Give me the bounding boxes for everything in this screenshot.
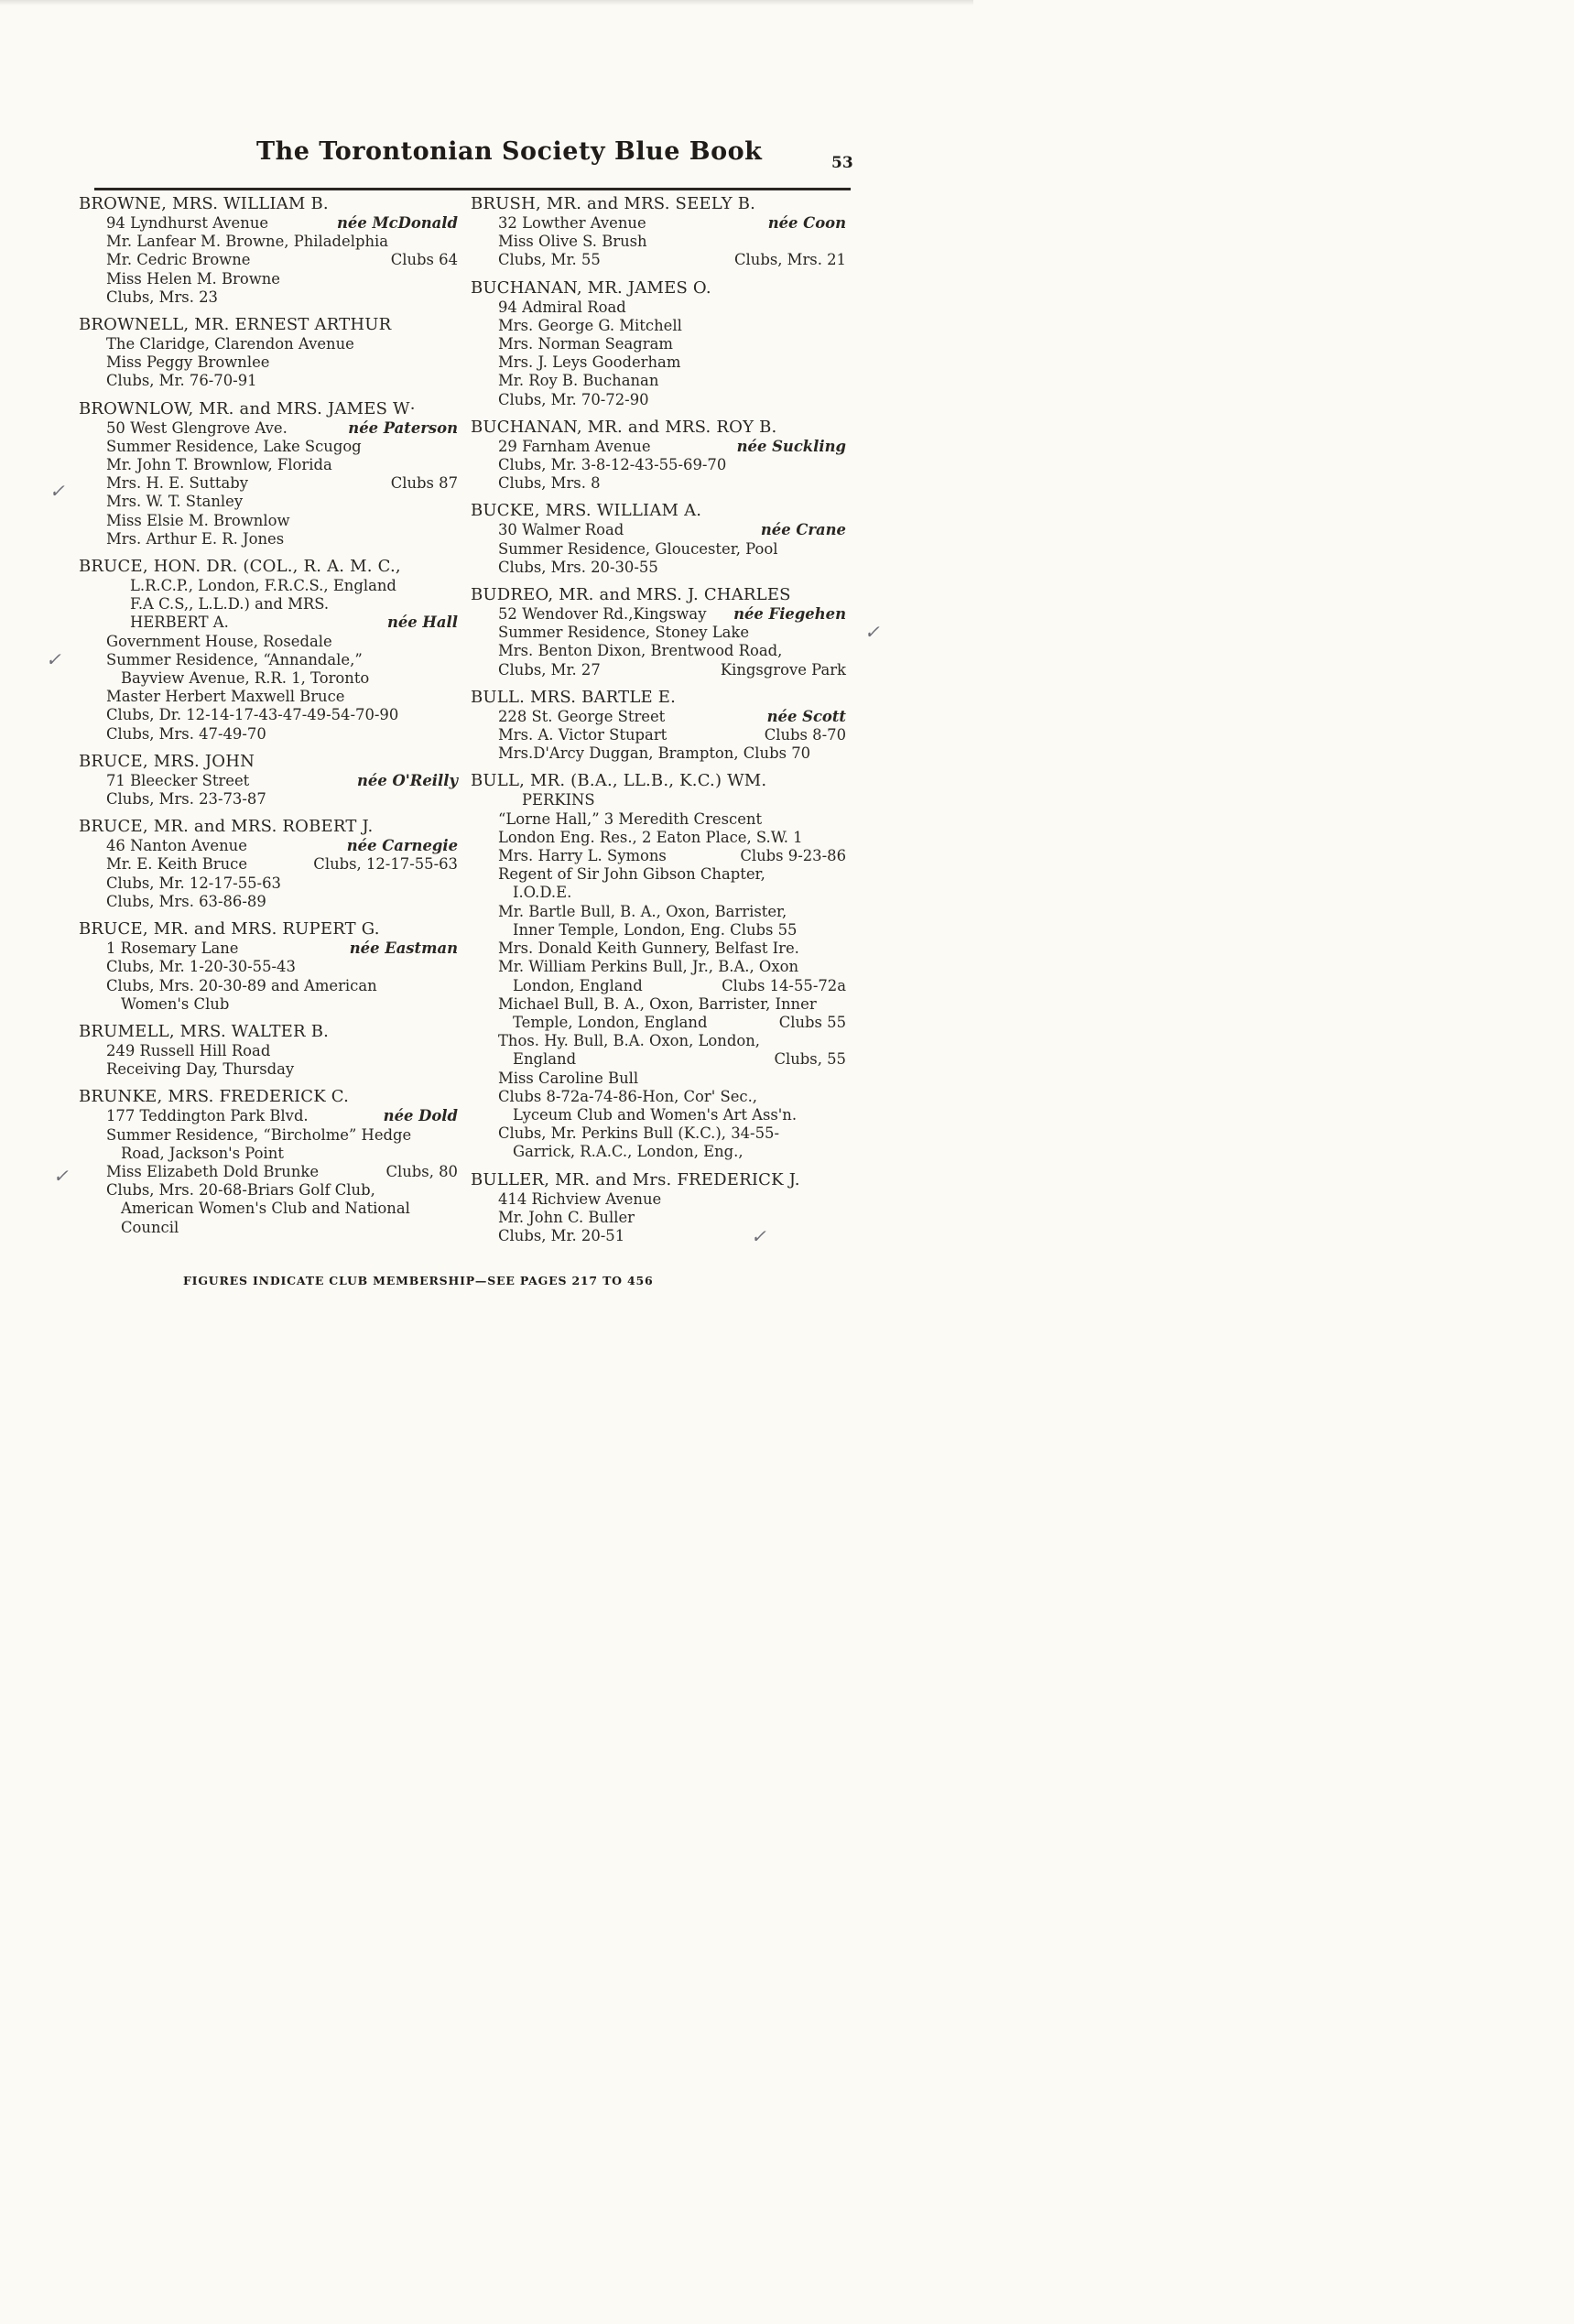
entry-line-text: Miss Helen M. Browne [106, 269, 280, 288]
entry-line-text: 71 Bleecker Street [106, 771, 250, 789]
entry-line-text: The Claridge, Clarendon Avenue [106, 335, 354, 353]
entry-heading: BULLER, MR. and Mrs. FREDERICK J. [471, 1169, 800, 1189]
entry-line [79, 1042, 458, 1060]
entry-line [79, 1163, 458, 1181]
entry-line-text: Miss Elsie M. Brownlow [106, 511, 290, 529]
margin-check-mark: ✓ [46, 648, 61, 670]
directory-entry [471, 418, 846, 494]
entry-line-text: Clubs 8-72a-74-86-Hon, Cor' Sec., [498, 1087, 758, 1105]
entry-line-aside: Clubs 8-70 [764, 726, 846, 744]
maiden-name: née O'Reilly [356, 771, 458, 789]
entry-line-text: Clubs, Mrs. 23-73-87 [106, 790, 266, 809]
entry-line-text: London Eng. Res., 2 Eaton Place, S.W. 1 [498, 828, 803, 846]
entry-line [79, 438, 458, 456]
entry-line-text: Mrs. Benton Dixon, Brentwood Road, [498, 642, 783, 660]
maiden-name: née Hall [386, 614, 458, 632]
entry-heading: BRUSH, MR. and MRS. SEELY B. [471, 194, 756, 213]
entry-line-text: Thos. Hy. Bull, B.A. Oxon, London, [498, 1032, 760, 1050]
entry-line-text: Michael Bull, B. A., Oxon, Barrister, Inner [498, 994, 817, 1013]
entry-line-text: “Lorne Hall,” 3 Meredith Crescent [498, 809, 763, 828]
entry-line [79, 456, 458, 474]
entry-line [471, 958, 846, 976]
entry-line [471, 372, 846, 390]
directory-entry [79, 315, 458, 391]
entry-line [79, 577, 458, 595]
margin-check-mark: ✓ [49, 480, 65, 502]
entry-line-text: Summer Residence, “Bircholme” Hedge [106, 1125, 412, 1144]
entry-line-text: Mrs. George G. Mitchell [498, 316, 682, 334]
entry-line [471, 1050, 846, 1069]
entry-line [471, 1143, 846, 1161]
entry-line [471, 521, 846, 539]
entry-line-text: Miss Elizabeth Dold Brunke [106, 1162, 320, 1180]
entry-heading: BUCKE, MRS. WILLIAM A. [471, 501, 702, 521]
directory-entry [471, 688, 846, 764]
entry-line-text: Summer Residence, “Annandale,” [106, 650, 363, 668]
entry-line [471, 661, 846, 679]
entry-line-text: Mr. Roy B. Buchanan [498, 372, 659, 390]
entry-line-text: Mrs. Donald Keith Gunnery, Belfast Ire. [498, 939, 799, 958]
entry-line-text: Master Herbert Maxwell Bruce [106, 688, 345, 706]
entry-line-text: Lyceum Club and Women's Art Ass'n. [513, 1105, 798, 1124]
entry-line [79, 893, 458, 911]
entry-line-aside: Clubs, 55 [774, 1050, 846, 1069]
entry-line-text: I.O.D.E. [513, 884, 572, 902]
entry-line-text: 177 Teddington Park Blvd. [106, 1107, 309, 1125]
entry-line [471, 708, 846, 726]
entry-line-text: HERBERT A. [130, 614, 229, 632]
entry-line-text: 30 Walmer Road [498, 521, 624, 539]
entry-line-aside: Clubs 9-23-86 [740, 847, 846, 865]
entry-heading: BUDREO, MR. and MRS. J. CHARLES [471, 585, 791, 605]
entry-line-text: Women's Club [121, 994, 230, 1013]
entry-line [79, 493, 458, 511]
entry-line-text: 94 Lyndhurst Avenue [106, 214, 269, 232]
entry-line-text: Council [121, 1218, 179, 1236]
directory-entry [471, 771, 846, 1161]
entry-line [471, 474, 846, 493]
entry-line-text: Inner Temple, London, Eng. Clubs 55 [513, 920, 798, 939]
entry-line [79, 977, 458, 995]
directory-entry [79, 752, 458, 809]
entry-line-text: 414 Richview Avenue [498, 1189, 662, 1208]
entry-heading: BROWNE, MRS. WILLIAM B. [79, 194, 329, 213]
entry-line-text: Clubs, Mr. Perkins Bull (K.C.), 34-55- [498, 1124, 779, 1143]
entry-line-text: Mr. John C. Buller [498, 1208, 635, 1226]
entry-line-text: 52 Wendover Rd.,Kingsway [498, 605, 707, 624]
entry-line [79, 335, 458, 353]
entry-line [471, 847, 846, 865]
entry-line [79, 1126, 458, 1145]
entry-line [79, 725, 458, 744]
entry-line-text: Mr. Lanfear M. Browne, Philadelphia [106, 233, 389, 251]
entry-line [79, 419, 458, 438]
entry-line [471, 744, 846, 763]
entry-line [471, 624, 846, 642]
entry-line [471, 1032, 846, 1050]
entry-line [79, 651, 458, 669]
directory-entry [471, 585, 846, 679]
entry-line [471, 1106, 846, 1124]
entry-line-text: Clubs, Mr. 12-17-55-63 [106, 874, 281, 892]
entry-line-text: Mrs. Norman Seagram [498, 335, 673, 353]
entry-line [471, 1124, 846, 1143]
entry-line-aside: Clubs, 12-17-55-63 [313, 855, 458, 874]
directory-entry [471, 1170, 846, 1246]
entry-line-text: Clubs, Dr. 12-14-17-43-47-49-54-70-90 [106, 706, 399, 724]
entry-line [471, 1209, 846, 1227]
entry-line [471, 1070, 846, 1088]
entry-line-aside: Kingsgrove Park [720, 660, 846, 679]
entry-line-text: Mr. Cedric Browne [106, 251, 251, 269]
entry-line [471, 865, 846, 884]
entry-line-text: 228 St. George Street [498, 707, 666, 725]
entry-line [79, 958, 458, 976]
entry-line [471, 1190, 846, 1209]
entry-line-aside: Clubs 87 [390, 474, 458, 493]
entry-line-text: England [513, 1050, 577, 1069]
entry-line-text: Mrs. A. Victor Stupart [498, 726, 668, 744]
entry-line [79, 233, 458, 251]
entry-line [79, 1181, 458, 1200]
entry-line-text: 249 Russell Hill Road [106, 1041, 271, 1059]
entry-line-aside: Clubs 14-55-72a [722, 976, 846, 994]
entry-line [471, 233, 846, 251]
entry-line [471, 456, 846, 474]
maiden-name: née Eastman [349, 939, 458, 958]
entry-line [79, 251, 458, 269]
directory-entry [471, 501, 846, 577]
margin-check-mark: ✓ [864, 621, 880, 643]
entry-line [471, 251, 846, 269]
entry-line [79, 214, 458, 233]
left-column [79, 194, 458, 1245]
entry-line-text: Clubs, Mrs. 47-49-70 [106, 724, 266, 743]
entry-line [79, 288, 458, 307]
maiden-name: née Coon [767, 214, 846, 232]
maiden-name: née Carnegie [346, 837, 458, 855]
entry-heading: BRUMELL, MRS. WALTER B. [79, 1021, 330, 1041]
entry-line [471, 829, 846, 847]
entry-line-text: Clubs, Mrs. 20-30-55 [498, 558, 658, 576]
entry-line [79, 372, 458, 390]
entry-line [471, 438, 846, 456]
entry-line [79, 353, 458, 372]
entry-line-text: Mrs. Arthur E. R. Jones [106, 529, 285, 548]
directory-entry [79, 919, 458, 1014]
maiden-name: née Scott [766, 707, 846, 725]
maiden-name: née Paterson [348, 418, 458, 437]
entry-line [79, 1200, 458, 1218]
entry-line-text: Clubs, Mr. 1-20-30-55-43 [106, 958, 296, 976]
entry-line-text: Mrs. J. Leys Gooderham [498, 353, 681, 372]
entry-line [79, 1060, 458, 1079]
margin-check-mark: ✓ [751, 1225, 766, 1247]
entry-line [471, 605, 846, 624]
entry-heading: BRUNKE, MRS. FREDERICK C. [79, 1087, 350, 1107]
page-number: 53 [831, 154, 853, 172]
entry-line-text: 1 Rosemary Lane [106, 939, 239, 958]
entry-heading: BULL. MRS. BARTLE E. [471, 687, 677, 707]
entry-line [471, 810, 846, 829]
entry-line-text: Mr. John T. Brownlow, Florida [106, 456, 332, 474]
entry-line [79, 595, 458, 614]
entry-line [79, 706, 458, 724]
directory-entry [79, 557, 458, 744]
entry-line [471, 299, 846, 317]
maiden-name: née Crane [760, 521, 846, 539]
entry-line [79, 614, 458, 632]
entry-line-text: Regent of Sir John Gibson Chapter, [498, 865, 765, 884]
entry-line-text: Clubs, Mrs. 63-86-89 [106, 892, 266, 910]
entry-heading: BRUCE, MRS. JOHN [79, 751, 255, 771]
entry-line [471, 791, 846, 809]
entry-line [79, 939, 458, 958]
directory-entry [79, 1022, 458, 1079]
entry-line-text: Clubs, Mr. 76-70-91 [106, 372, 257, 390]
entry-line-text: Clubs, Mr. 55 [498, 251, 601, 269]
directory-entry [471, 278, 846, 409]
entry-line-text: Government House, Rosedale [106, 632, 332, 650]
entry-line-text: Mr. Bartle Bull, B. A., Oxon, Barrister, [498, 902, 787, 920]
entry-heading: BROWNELL, MR. ERNEST ARTHUR [79, 315, 392, 335]
entry-line-text: London, England [513, 976, 643, 994]
entry-line [471, 559, 846, 577]
entry-line-text: Miss Caroline Bull [498, 1069, 639, 1087]
entry-line [79, 270, 458, 288]
entry-line-text: Mr. E. Keith Bruce [106, 855, 248, 874]
entry-line-text: Road, Jackson's Point [121, 1144, 284, 1162]
entry-line [471, 1088, 846, 1106]
page-edge [0, 0, 973, 5]
entry-heading: BRUCE, MR. and MRS. RUPERT G. [79, 919, 380, 939]
entry-line-text: 50 West Glengrove Ave. [106, 418, 288, 437]
maiden-name: née Suckling [736, 437, 846, 455]
entry-line-text: Summer Residence, Lake Scugog [106, 437, 362, 455]
entry-line-text: Clubs, Mrs. 20-30-89 and American [106, 976, 377, 994]
directory-entry [79, 194, 458, 307]
entry-line-text: Mrs.D'Arcy Duggan, Brampton, Clubs 70 [498, 744, 811, 763]
entry-line [79, 874, 458, 893]
entry-line [471, 214, 846, 233]
entry-line [471, 642, 846, 660]
entry-line [79, 633, 458, 651]
maiden-name: née Fiegehen [733, 605, 846, 624]
entry-line [79, 1219, 458, 1237]
entry-line [471, 540, 846, 559]
entry-heading: BUCHANAN, MR. and MRS. ROY B. [471, 417, 777, 437]
entry-line-text: Miss Olive S. Brush [498, 233, 647, 251]
entry-line-text: Mr. William Perkins Bull, Jr., B.A., Oxon [498, 958, 799, 976]
right-column [471, 194, 846, 1254]
entry-line-text: F.A C.S,, L.L.D.) and MRS. [130, 595, 330, 614]
entry-line [471, 977, 846, 995]
entry-line [471, 335, 846, 353]
entry-line-text: Clubs, Mrs. 23 [106, 288, 218, 306]
entry-line-aside: Clubs, Mrs. 21 [734, 251, 846, 269]
entry-line [79, 512, 458, 530]
entry-line-text: 29 Farnham Avenue [498, 437, 651, 455]
entry-heading: BUCHANAN, MR. JAMES O. [471, 277, 711, 298]
directory-entry [79, 817, 458, 911]
entry-line-text: Clubs, Mr. 27 [498, 660, 601, 679]
entry-line [79, 530, 458, 548]
entry-line-text: Clubs, Mrs. 20-68-Briars Golf Club, [106, 1181, 375, 1200]
entry-line [471, 353, 846, 372]
entry-line-text: Mrs. Harry L. Symons [498, 847, 667, 865]
entry-line-text: Temple, London, England [513, 1013, 708, 1031]
entry-line-text: Mrs. W. T. Stanley [106, 493, 244, 511]
entry-line [471, 1014, 846, 1032]
entry-line-aside: Clubs 55 [778, 1013, 846, 1031]
entry-line [471, 903, 846, 921]
entry-line-text: Clubs, Mr. 70-72-90 [498, 390, 649, 408]
entry-line [79, 790, 458, 809]
entry-line [79, 669, 458, 688]
entry-line-aside: Clubs 64 [390, 251, 458, 269]
entry-line-text: Clubs, Mr. 3-8-12-43-55-69-70 [498, 456, 727, 474]
entry-line [471, 921, 846, 939]
entry-line-text: Receiving Day, Thursday [106, 1060, 295, 1079]
entry-line [471, 391, 846, 409]
entry-line-text: Summer Residence, Gloucester, Pool [498, 539, 778, 558]
entry-line-text: Clubs, Mrs. 8 [498, 474, 601, 493]
entry-line [79, 995, 458, 1014]
entry-line [471, 1227, 846, 1245]
entry-line [79, 688, 458, 706]
directory-entry [471, 194, 846, 270]
entry-line-text: PERKINS [522, 791, 595, 809]
header-rule [94, 188, 851, 190]
entry-line [79, 474, 458, 493]
entry-line-text: Summer Residence, Stoney Lake [498, 624, 750, 642]
entry-line [79, 772, 458, 790]
entry-line-text: Bayview Avenue, R.R. 1, Toronto [121, 669, 370, 688]
page-title: The Torontonian Society Blue Book [256, 137, 763, 166]
entry-heading: BRUCE, MR. and MRS. ROBERT J. [79, 817, 374, 837]
entry-line-text: L.R.C.P., London, F.R.C.S., England [130, 577, 396, 595]
entry-line [471, 726, 846, 744]
directory-entry [79, 1087, 458, 1236]
entry-heading: BROWNLOW, MR. and MRS. JAMES W· [79, 398, 416, 418]
maiden-name: née McDonald [337, 214, 458, 232]
directory-entry [79, 399, 458, 548]
entry-line [79, 1107, 458, 1125]
entry-line-text: 32 Lowther Avenue [498, 214, 646, 232]
entry-line [471, 939, 846, 958]
entry-heading: BRUCE, HON. DR. (COL., R. A. M. C., [79, 557, 401, 577]
entry-line [471, 995, 846, 1014]
entry-line [79, 1145, 458, 1163]
entry-heading: BULL, MR. (B.A., LL.B., K.C.) WM. [471, 771, 767, 791]
entry-line-text: American Women's Club and National [121, 1200, 410, 1218]
footer-note: FIGURES INDICATE CLUB MEMBERSHIP—SEE PAGES 217 TO 456 [183, 1274, 654, 1287]
entry-line [471, 884, 846, 902]
entry-line-text: 94 Admiral Road [498, 298, 626, 316]
margin-check-mark: ✓ [53, 1165, 69, 1187]
entry-line [79, 855, 458, 874]
entry-line [471, 317, 846, 335]
entry-line-text: Mrs. H. E. Suttaby [106, 474, 249, 493]
entry-line-aside: Clubs, 80 [385, 1162, 458, 1180]
maiden-name: née Dold [383, 1107, 458, 1125]
entry-line-text: 46 Nanton Avenue [106, 837, 247, 855]
entry-line-text: Miss Peggy Brownlee [106, 353, 270, 372]
entry-line-text: Garrick, R.A.C., London, Eng., [513, 1143, 744, 1161]
entry-line-text: Clubs, Mr. 20-51 [498, 1226, 625, 1244]
entry-line [79, 837, 458, 855]
